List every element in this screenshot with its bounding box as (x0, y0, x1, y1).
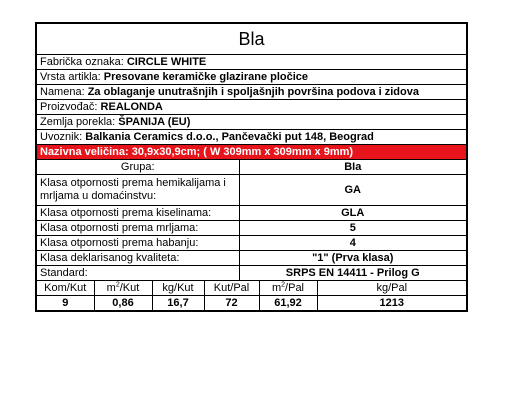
prop-label: Grupa: (36, 160, 239, 175)
prop-value: BIa (239, 160, 467, 175)
pack-header: Kut/Pal (204, 281, 259, 296)
prop-row (36, 160, 467, 175)
pack-header: $m^2$/Pal (259, 281, 317, 296)
prop-value: 4 (239, 236, 467, 251)
packaging-header-row (36, 281, 467, 296)
info-value: Za oblaganje unutrašnjih i spoljašnjih površina podova i zidova (87, 85, 419, 98)
info-value: ŠPANIJA (EU) (118, 115, 191, 128)
nominal-size-row (36, 145, 467, 160)
info-label: Proizvođač: (40, 100, 98, 113)
prop-label: Klasa deklarisanog kvaliteta: (36, 251, 239, 266)
info-row-proizvodjac (36, 100, 467, 115)
prop-value: "1" (Prva klasa) (239, 251, 467, 266)
info-value: REALONDA (100, 100, 163, 113)
info-value: Presovane keramičke glazirane pločice (103, 70, 309, 83)
packaging-value-row (36, 296, 467, 312)
prop-value: GLA (239, 206, 467, 221)
prop-label: Standard: (36, 266, 239, 281)
info-label: Vrsta artikla: (40, 70, 101, 83)
pack-value: 1213 (317, 296, 467, 312)
pack-value: 61,92 (259, 296, 317, 312)
info-row-fabricka (36, 55, 467, 70)
pack-header: Kom/Kut (36, 281, 94, 296)
nominal-size-text: Nazivna veličina: 30,9x30,9cm; ( W 309mm x 309mm x 9mm) (36, 145, 467, 160)
prop-label: Klasa otpornosti prema kiselinama: (36, 206, 239, 221)
prop-value: 5 (239, 221, 467, 236)
prop-row (36, 236, 467, 251)
pack-value: 72 (204, 296, 259, 312)
prop-row (36, 266, 467, 281)
info-label: Uvoznik: (40, 130, 83, 143)
info-label: Zemlja porekla: (40, 115, 116, 128)
info-value: Balkania Ceramics d.o.o., Pančevački put 148, Beograd (85, 130, 374, 143)
prop-value: SRPS EN 14411 - Prilog G (239, 266, 467, 281)
prop-label: Klasa otpornosti prema mrljama: (36, 221, 239, 236)
info-value: CIRCLE WHITE (126, 55, 207, 68)
prop-label: Klasa otpornosti prema hemikalijama i mrljama u domaćinstvu: (36, 175, 239, 206)
pack-header: kg/Pal (317, 281, 467, 296)
info-label: Namena: (40, 85, 85, 98)
info-row-zemlja (36, 115, 467, 130)
declaration-title: Bla (36, 23, 467, 55)
prop-row (36, 206, 467, 221)
pack-header: $m^2$/Kut (94, 281, 152, 296)
prop-row (36, 221, 467, 236)
info-row-uvoznik (36, 130, 467, 145)
pack-header: kg/Kut (152, 281, 204, 296)
prop-label: Klasa otpornosti prema habanju: (36, 236, 239, 251)
product-declaration-sheet (35, 22, 466, 312)
declaration-table (35, 22, 468, 312)
info-row-namena (36, 85, 467, 100)
prop-value: GA (239, 175, 467, 206)
info-row-vrsta (36, 70, 467, 85)
prop-row (36, 175, 467, 206)
prop-row (36, 251, 467, 266)
info-label: Fabrička oznaka: (40, 55, 124, 68)
pack-value: 16,7 (152, 296, 204, 312)
pack-value: 0,86 (94, 296, 152, 312)
pack-value: 9 (36, 296, 94, 312)
